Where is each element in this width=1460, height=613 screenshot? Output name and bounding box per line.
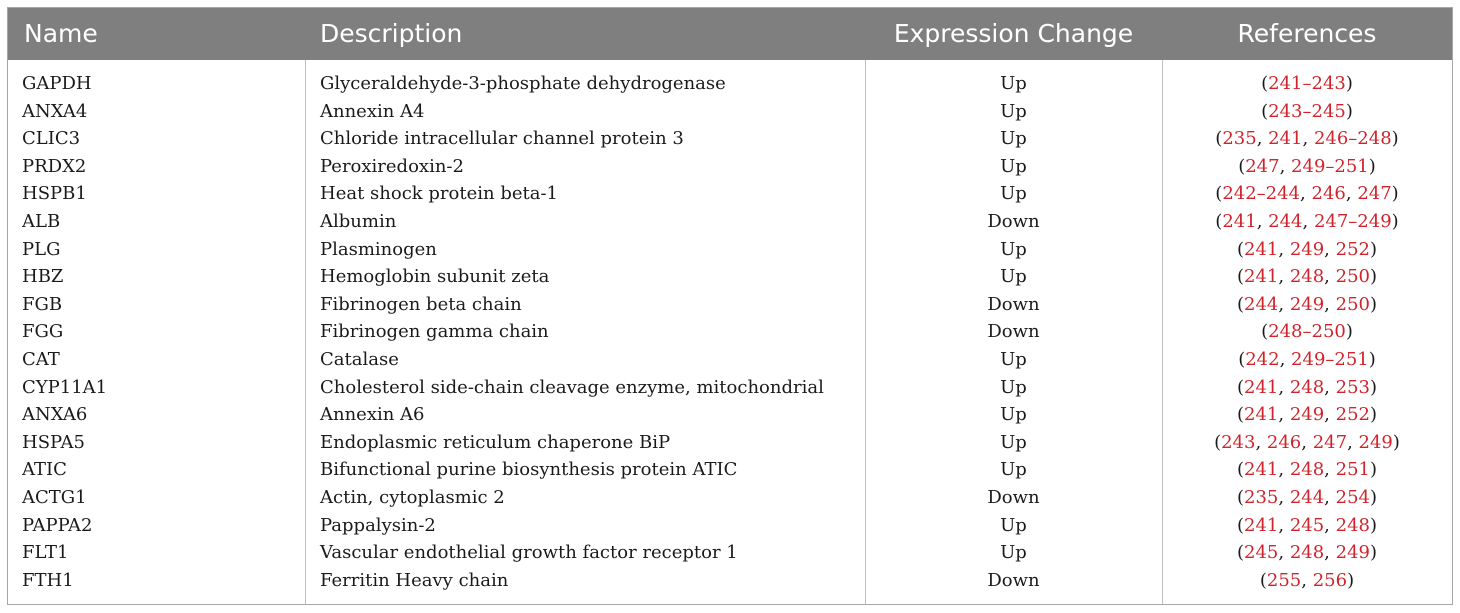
reference-link[interactable]: 235 bbox=[1244, 486, 1279, 508]
cell-name: HSPA5 bbox=[22, 431, 85, 453]
table-row bbox=[8, 318, 1452, 346]
reference-link[interactable]: 249 bbox=[1335, 542, 1370, 564]
reference-link[interactable]: 235 bbox=[1222, 128, 1257, 150]
reference-link[interactable]: 255 bbox=[1266, 569, 1302, 591]
cell-description: Cholesterol side-chain cleavage enzyme, mitochondrial bbox=[320, 376, 824, 398]
reference-link[interactable]: 249–251 bbox=[1291, 155, 1369, 177]
reference-link[interactable]: 241 bbox=[1244, 266, 1279, 288]
cell-expression-change: Up bbox=[1000, 431, 1027, 453]
cell-expression-change: Up bbox=[1000, 542, 1027, 564]
cell-references: (241, 248, 253) bbox=[1236, 376, 1378, 398]
table-row bbox=[8, 208, 1452, 236]
reference-link[interactable]: 244 bbox=[1268, 210, 1303, 232]
cell-expression-change: Up bbox=[1000, 238, 1027, 260]
cell-description: Albumin bbox=[320, 210, 397, 232]
cell-references: (241, 249, 252) bbox=[1236, 404, 1378, 426]
cell-expression-change: Up bbox=[1000, 73, 1027, 94]
reference-link[interactable]: 247 bbox=[1312, 431, 1348, 453]
cell-description: Heat shock protein beta-1 bbox=[320, 183, 559, 205]
cell-expression-change: Down bbox=[987, 321, 1040, 343]
cell-references: (245, 248, 249) bbox=[1236, 542, 1378, 564]
reference-link[interactable]: 250 bbox=[1335, 293, 1370, 315]
cell-expression-change: Up bbox=[1000, 376, 1027, 398]
cell-references: (241, 248, 250) bbox=[1236, 266, 1378, 288]
cell-expression-change: Down bbox=[987, 293, 1040, 315]
table-row bbox=[8, 98, 1452, 126]
reference-link[interactable]: 244 bbox=[1289, 486, 1325, 508]
reference-link[interactable]: 242–244 bbox=[1222, 183, 1301, 205]
cell-name: CAT bbox=[22, 348, 60, 370]
reference-link[interactable]: 241 bbox=[1244, 404, 1279, 426]
cell-name: CYP11A1 bbox=[22, 376, 108, 398]
cell-name: CLIC3 bbox=[22, 128, 81, 150]
cell-description: Catalase bbox=[320, 348, 399, 370]
cell-description: Hemoglobin subunit zeta bbox=[320, 266, 550, 288]
cell-references: (248–250) bbox=[1261, 321, 1353, 343]
reference-link[interactable]: 242 bbox=[1245, 348, 1280, 370]
cell-references: (235, 241, 246–248) bbox=[1215, 128, 1399, 150]
reference-link[interactable]: 246–248 bbox=[1313, 128, 1392, 150]
cell-expression-change: Up bbox=[1000, 348, 1027, 370]
reference-link[interactable]: 248 bbox=[1289, 542, 1325, 564]
reference-link[interactable]: 246 bbox=[1311, 183, 1346, 205]
reference-link[interactable]: 249 bbox=[1289, 238, 1325, 260]
cell-description: Annexin A6 bbox=[320, 404, 425, 426]
cell-description: Peroxiredoxin-2 bbox=[320, 155, 464, 177]
cell-name: HSPB1 bbox=[22, 183, 87, 205]
cell-expression-change: Up bbox=[1000, 183, 1027, 205]
cell-name: HBZ bbox=[22, 266, 64, 288]
cell-expression-change: Down bbox=[987, 569, 1040, 591]
cell-name: FTH1 bbox=[22, 569, 74, 591]
cell-description: Fibrinogen beta chain bbox=[320, 293, 522, 315]
cell-references: (247, 249–251) bbox=[1238, 155, 1376, 177]
cell-references: (243, 246, 247, 249) bbox=[1214, 431, 1400, 453]
cell-description: Glyceraldehyde-3-phosphate dehydrogenase bbox=[320, 73, 726, 94]
cell-description: Bifunctional purine biosynthesis protein ATIC bbox=[320, 459, 738, 481]
cell-name: ANXA6 bbox=[22, 404, 88, 426]
cell-name: PLG bbox=[22, 238, 61, 260]
reference-link[interactable]: 241 bbox=[1244, 459, 1279, 481]
cell-expression-change: Down bbox=[987, 486, 1040, 508]
reference-link[interactable]: 252 bbox=[1335, 404, 1370, 426]
table-row bbox=[8, 153, 1452, 181]
reference-link[interactable]: 245 bbox=[1244, 542, 1279, 564]
reference-link[interactable]: 251 bbox=[1335, 459, 1370, 481]
cell-description: Endoplasmic reticulum chaperone BiP bbox=[320, 431, 671, 453]
reference-link[interactable]: 248–250 bbox=[1268, 321, 1346, 343]
reference-link[interactable]: 247 bbox=[1357, 183, 1392, 205]
cell-description: Plasminogen bbox=[320, 238, 437, 260]
table-body bbox=[8, 70, 1452, 594]
reference-link[interactable]: 241 bbox=[1222, 210, 1257, 232]
reference-link[interactable]: 249 bbox=[1358, 431, 1393, 453]
reference-link[interactable]: 253 bbox=[1335, 376, 1370, 398]
table-row bbox=[8, 70, 1452, 98]
cell-name: ALB bbox=[22, 210, 61, 232]
reference-link[interactable]: 244 bbox=[1244, 293, 1279, 315]
reference-link[interactable]: 245 bbox=[1289, 514, 1325, 536]
cell-expression-change: Up bbox=[1000, 459, 1027, 481]
table-row bbox=[8, 346, 1452, 374]
reference-link[interactable]: 250 bbox=[1335, 266, 1370, 288]
cell-description: Chloride intracellular channel protein 3 bbox=[320, 128, 684, 150]
protein-table bbox=[7, 7, 1453, 605]
reference-link[interactable]: 247–249 bbox=[1313, 210, 1392, 232]
cell-references: (242, 249–251) bbox=[1238, 348, 1376, 370]
cell-expression-change: Up bbox=[1000, 128, 1027, 150]
reference-link[interactable]: 241 bbox=[1244, 514, 1279, 536]
cell-references: (243–245) bbox=[1261, 100, 1353, 122]
cell-description: Vascular endothelial growth factor receptor 1 bbox=[320, 542, 738, 564]
cell-description: Pappalysin-2 bbox=[320, 514, 436, 536]
cell-description: Ferritin Heavy chain bbox=[320, 569, 509, 591]
cell-name: FGB bbox=[22, 293, 63, 315]
cell-name: FLT1 bbox=[22, 542, 69, 564]
reference-link[interactable]: 248 bbox=[1335, 514, 1370, 536]
cell-references: (235, 244, 254) bbox=[1236, 486, 1378, 508]
table-row bbox=[8, 236, 1452, 264]
cell-expression-change: Up bbox=[1000, 514, 1027, 536]
cell-expression-change: Down bbox=[987, 210, 1040, 232]
cell-expression-change: Up bbox=[1000, 266, 1027, 288]
reference-link[interactable]: 241 bbox=[1268, 128, 1303, 150]
cell-references: (241, 248, 251) bbox=[1236, 459, 1378, 481]
table-row bbox=[8, 374, 1452, 402]
cell-name: GAPDH bbox=[22, 73, 92, 94]
reference-link[interactable]: 248 bbox=[1289, 266, 1325, 288]
cell-name: ATIC bbox=[22, 459, 67, 481]
table-row bbox=[8, 125, 1452, 153]
cell-references: (242–244, 246, 247) bbox=[1215, 183, 1399, 205]
table-row bbox=[8, 567, 1452, 595]
reference-link[interactable]: 243 bbox=[1221, 431, 1256, 453]
cell-references: (241, 249, 252) bbox=[1236, 238, 1378, 260]
reference-link[interactable]: 243–245 bbox=[1268, 100, 1346, 122]
cell-description: Fibrinogen gamma chain bbox=[320, 321, 549, 343]
column-header-references: References bbox=[1237, 19, 1377, 48]
cell-name: ANXA4 bbox=[22, 100, 88, 122]
cell-references: (244, 249, 250) bbox=[1236, 293, 1378, 315]
table-header bbox=[8, 8, 1452, 60]
table-row bbox=[8, 539, 1452, 567]
table-row bbox=[8, 180, 1452, 208]
reference-link[interactable]: 241 bbox=[1244, 376, 1279, 398]
reference-link[interactable]: 248 bbox=[1289, 459, 1325, 481]
column-header-expression-change: Expression Change bbox=[893, 19, 1134, 48]
cell-description: Annexin A4 bbox=[320, 100, 425, 122]
reference-link[interactable]: 249 bbox=[1289, 293, 1325, 315]
cell-references: (241–243) bbox=[1261, 73, 1353, 94]
table-row bbox=[8, 484, 1452, 512]
reference-link[interactable]: 249 bbox=[1289, 404, 1325, 426]
reference-link[interactable]: 246 bbox=[1266, 431, 1302, 453]
reference-link[interactable]: 248 bbox=[1289, 376, 1325, 398]
table-row bbox=[8, 512, 1452, 540]
table-row bbox=[8, 456, 1452, 484]
table-row bbox=[8, 429, 1452, 457]
cell-name: PRDX2 bbox=[22, 155, 87, 177]
column-header-name: Name bbox=[24, 19, 98, 48]
reference-link[interactable]: 254 bbox=[1335, 486, 1370, 508]
reference-link[interactable]: 241–243 bbox=[1268, 73, 1346, 94]
cell-expression-change: Up bbox=[1000, 155, 1027, 177]
cell-references: (241, 244, 247–249) bbox=[1215, 210, 1399, 232]
column-header-description: Description bbox=[320, 19, 463, 48]
cell-description: Actin, cytoplasmic 2 bbox=[320, 486, 505, 508]
reference-link[interactable]: 241 bbox=[1244, 238, 1279, 260]
cell-name: ACTG1 bbox=[22, 486, 87, 508]
cell-expression-change: Up bbox=[1000, 100, 1027, 122]
reference-link[interactable]: 252 bbox=[1335, 238, 1370, 260]
reference-link[interactable]: 256 bbox=[1312, 569, 1348, 591]
cell-expression-change: Up bbox=[1000, 404, 1027, 426]
table-row bbox=[8, 401, 1452, 429]
table-row bbox=[8, 263, 1452, 291]
table-row bbox=[8, 291, 1452, 319]
reference-link[interactable]: 247 bbox=[1245, 155, 1280, 177]
cell-name: PAPPA2 bbox=[22, 514, 93, 536]
cell-name: FGG bbox=[22, 321, 64, 343]
reference-link[interactable]: 249–251 bbox=[1291, 348, 1369, 370]
cell-references: (255, 256) bbox=[1259, 569, 1355, 591]
cell-references: (241, 245, 248) bbox=[1236, 514, 1378, 536]
